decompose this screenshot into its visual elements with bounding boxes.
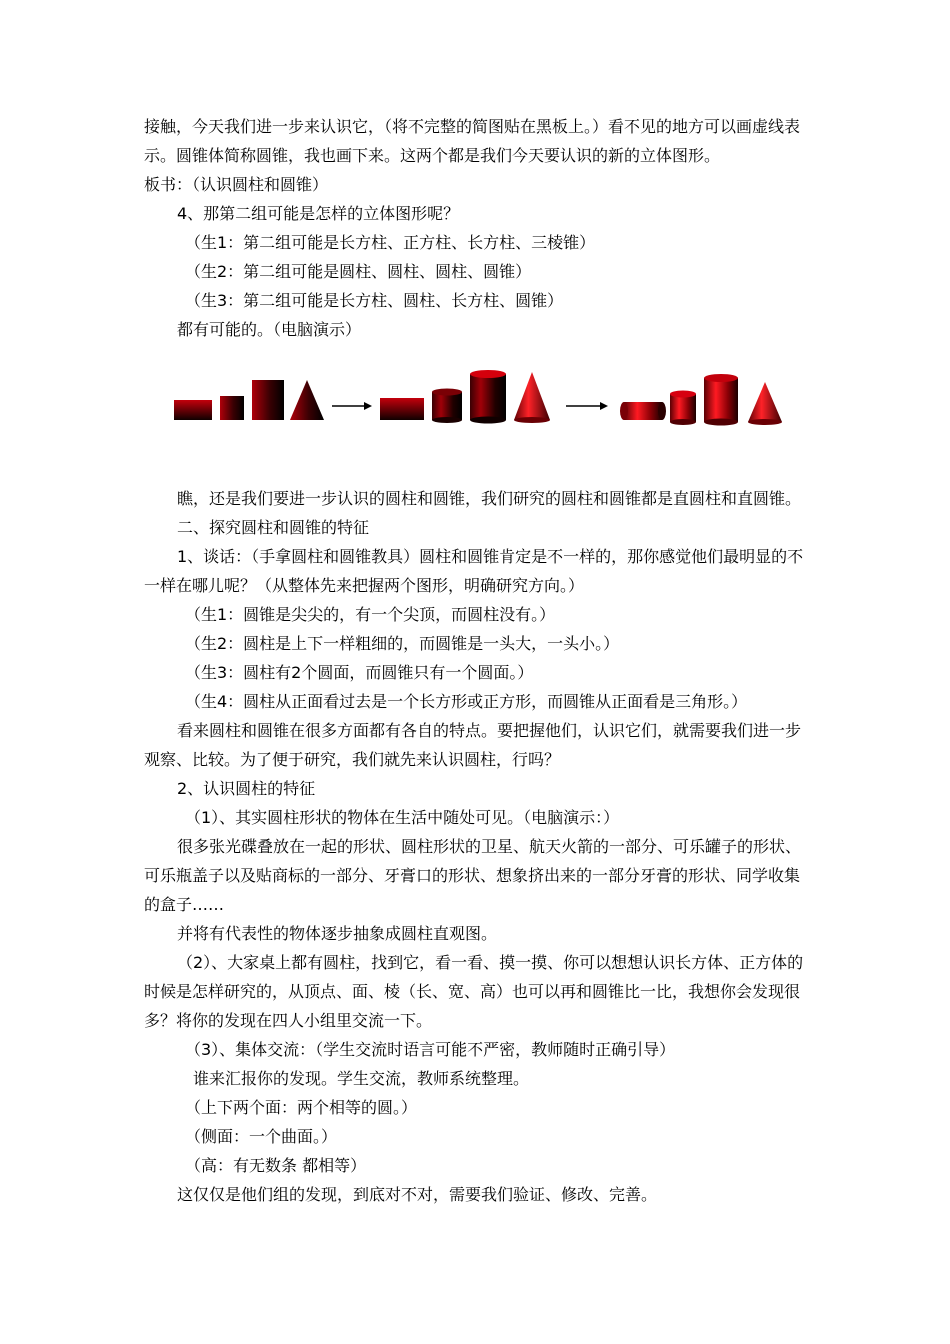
- box-3: [252, 380, 284, 420]
- cylinder-4: [670, 391, 696, 426]
- box-2: [220, 396, 244, 420]
- paragraph: （生2：圆柱是上下一样粗细的，而圆锥是一头大，一头小。）: [185, 634, 620, 653]
- paragraph: 这仅仅是他们组的发现，到底对不对，需要我们验证、修改、完善。: [177, 1185, 658, 1204]
- paragraph: （生3：圆柱有2个圆面，而圆锥只有一个圆面。）: [185, 663, 534, 682]
- box-1: [174, 400, 212, 420]
- group2-shapes: [380, 370, 550, 424]
- cylinder-5: [704, 374, 738, 426]
- document-page: [144, 112, 810, 1209]
- paragraph: （1）、其实圆柱形状的物体在生活中随处可见。（电脑演示：）: [185, 808, 620, 827]
- paragraph: （生1：圆锥是尖尖的，有一个尖顶，而圆柱没有。）: [185, 605, 556, 624]
- paragraph: 并将有代表性的物体逐步抽象成圆柱直观图。: [177, 924, 498, 943]
- paragraph: 二、探究圆柱和圆锥的特征: [177, 518, 370, 537]
- cylinder-1: [432, 389, 462, 424]
- paragraph: 很多张光碟叠放在一起的形状、圆柱形状的卫星、航天火箭的一部分、可乐罐子的形状、可乐瓶盖子以及贴商标的一部分、牙膏口的形状、想象挤出来的一部分牙膏的形状、同学收集的盒子……: [144, 837, 802, 914]
- paragraph: 1、谈话：（手拿圆柱和圆锥教具）圆柱和圆锥肯定是不一样的，那你感觉他们最明显的不一样在哪儿呢？（从整体先来把握两个图形，明确研究方向。）: [144, 547, 804, 595]
- paragraph: 看来圆柱和圆锥在很多方面都有各自的特点。要把握他们，认识它们，就需要我们进一步观察、比较。为了便于研究，我们就先来认识圆柱，行吗？: [144, 721, 802, 769]
- paragraph: 都有可能的。（电脑演示）: [177, 320, 362, 339]
- text-block-top: [144, 112, 810, 344]
- paragraph: （上下两个面：两个相等的圆。）: [185, 1098, 418, 1117]
- group1-shapes: [174, 380, 324, 420]
- paragraph: 2、认识圆柱的特征: [177, 779, 316, 798]
- paragraph: （侧面：一个曲面。）: [185, 1127, 338, 1146]
- paragraph: （生2：第二组可能是圆柱、圆柱、圆柱、圆锥）: [185, 262, 532, 281]
- box-4: [380, 398, 424, 420]
- shapes-figure: [144, 344, 810, 484]
- paragraph: （2）、大家桌上都有圆柱，找到它，看一看、摸一摸、你可以想想认识长方体、正方体的时候是怎样研究的，从顶点、面、棱（长、宽、高）也可以再和圆锥比一比，我想你会发现很多？将你的发现在四人小组里交流一下。: [144, 953, 804, 1030]
- text-block-bottom: [144, 484, 810, 1209]
- shapes-transformation-diagram: [172, 350, 792, 430]
- paragraph: 瞧，还是我们要进一步认识的圆柱和圆锥，我们研究的圆柱和圆锥都是直圆柱和直圆锥。: [177, 489, 802, 508]
- pyramid-1: [290, 380, 324, 420]
- cylinder-3: [620, 402, 666, 420]
- paragraph: （3）、集体交流：（学生交流时语言可能不严密，教师随时正确引导）: [185, 1040, 676, 1059]
- paragraph: （高：有无数条 都相等）: [185, 1156, 367, 1175]
- paragraph: 接触，今天我们进一步来认识它，（将不完整的简图贴在黑板上。）看不见的地方可以画虚线表示。圆锥体简称圆锥，我也画下来。这两个都是我们今天要认识的新的立体图形。: [144, 117, 801, 165]
- arrow-2: [566, 402, 608, 410]
- paragraph: （生4：圆柱从正面看过去是一个长方形或正方形，而圆锥从正面看是三角形。）: [185, 692, 748, 711]
- paragraph: （生3：第二组可能是长方柱、圆柱、长方柱、圆锥）: [185, 291, 564, 310]
- cone-2: [748, 382, 782, 422]
- cone-1: [514, 372, 550, 420]
- paragraph: 谁来汇报你的发现。学生交流，教师系统整理。: [193, 1069, 530, 1088]
- group3-shapes: [620, 374, 782, 426]
- arrow-1: [332, 402, 372, 410]
- paragraph: 板书：（认识圆柱和圆锥）: [144, 175, 329, 194]
- paragraph: （生1：第二组可能是长方柱、正方柱、长方柱、三棱锥）: [185, 233, 596, 252]
- cylinder-2: [470, 370, 506, 424]
- paragraph: 4、那第二组可能是怎样的立体图形呢？: [177, 204, 460, 223]
